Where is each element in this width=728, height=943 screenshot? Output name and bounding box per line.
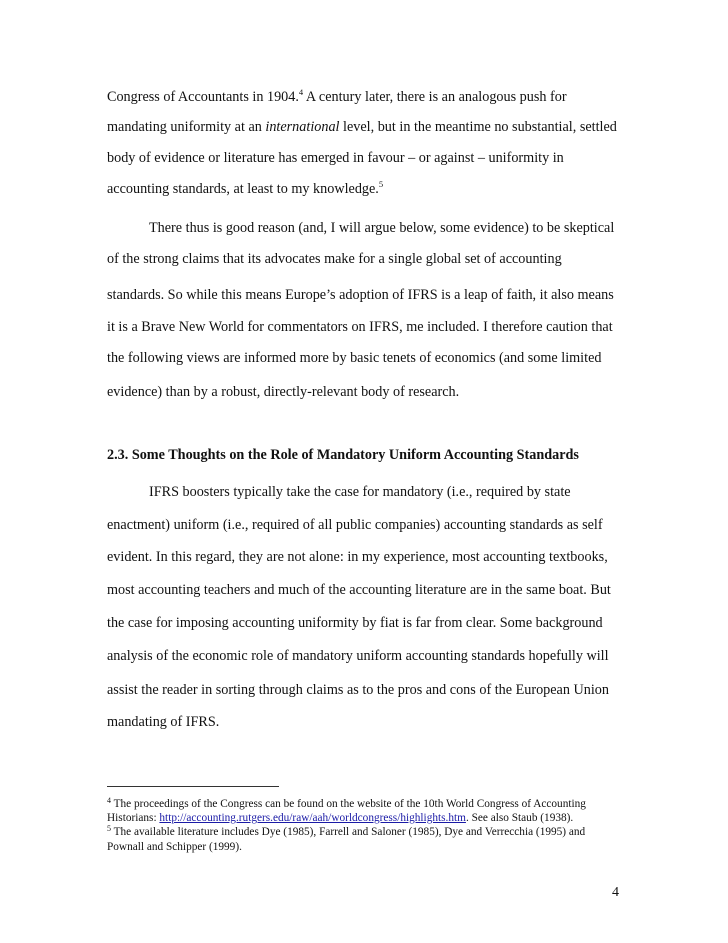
body-line: evident. In this regard, they are not alone: in my experience, most accounting textbooks,: [107, 549, 608, 565]
text-run: . See also Staub (1938).: [465, 812, 574, 824]
body-line: analysis of the economic role of mandatory uniform accounting standards hopefully will: [107, 648, 609, 664]
footnote-ref-4[interactable]: 4: [298, 87, 304, 97]
footnote-4-line-2: [107, 811, 573, 825]
body-line: assist the reader in sorting through claims as to the pros and cons of the European Union: [107, 682, 609, 698]
body-line: body of evidence or literature has emerged in favour – or against – uniformity in: [107, 150, 564, 166]
footnote-link[interactable]: http://accounting.rutgers.edu/raw/aah/worldcongress/highlights.htm: [159, 812, 466, 824]
footnote-number: 5: [107, 824, 111, 833]
body-line: the following views are informed more by basic tenets of economics (and some limited: [107, 350, 602, 366]
text-run: level, but in the meantime no substantial, settled: [339, 119, 617, 135]
footnote-number: 4: [107, 796, 111, 805]
body-line: most accounting teachers and much of the accounting literature are in the same boat. But: [107, 582, 611, 598]
text-run: A century later, there is an analogous push for: [303, 89, 567, 105]
body-line: evidence) than by a robust, directly-relevant body of research.: [107, 384, 460, 400]
body-line: the case for imposing accounting uniformity by fiat is far from clear. Some background: [107, 615, 603, 631]
body-line: [107, 180, 383, 198]
body-line: it is a Brave New World for commentators on IFRS, me included. I therefore caution that: [107, 319, 613, 335]
footnote-4-line-1: [107, 797, 586, 811]
body-line: enactment) uniform (i.e., required of all public companies) accounting standards as self: [107, 517, 603, 533]
text-run: accounting standards, at least to my knowledge.: [107, 181, 379, 197]
body-line: of the strong claims that its advocates make for a single global set of accounting: [107, 251, 562, 267]
body-line: [107, 118, 617, 136]
page-number: 4: [612, 885, 619, 900]
body-line: There thus is good reason (and, I will argue below, some evidence) to be skeptical: [149, 220, 615, 236]
body-line: standards. So while this means Europe’s adoption of IFRS is a leap of faith, it also means: [107, 287, 614, 303]
footnote-separator: [107, 786, 279, 787]
footnote-5-line-1: [107, 825, 585, 839]
text-run: The available literature includes Dye (1985), Farrell and Saloner (1985), Dye and Verrecchia (1995) and: [111, 826, 586, 838]
text-run: Historians:: [107, 812, 160, 824]
body-line: [107, 88, 567, 106]
text-run: Congress of Accountants in 1904.: [107, 89, 299, 105]
italic-text: international: [265, 119, 340, 135]
section-heading: 2.3. Some Thoughts on the Role of Mandatory Uniform Accounting Standards: [107, 447, 579, 463]
body-line: IFRS boosters typically take the case for mandatory (i.e., required by state: [149, 484, 571, 500]
footnote-ref-5[interactable]: 5: [378, 179, 384, 189]
text-run: The proceedings of the Congress can be found on the website of the 10th World Congress of Accounting: [111, 798, 586, 810]
footnote-5-line-2: Pownall and Schipper (1999).: [107, 841, 242, 853]
body-line: mandating of IFRS.: [107, 714, 220, 730]
text-run: mandating uniformity at an: [107, 119, 266, 135]
